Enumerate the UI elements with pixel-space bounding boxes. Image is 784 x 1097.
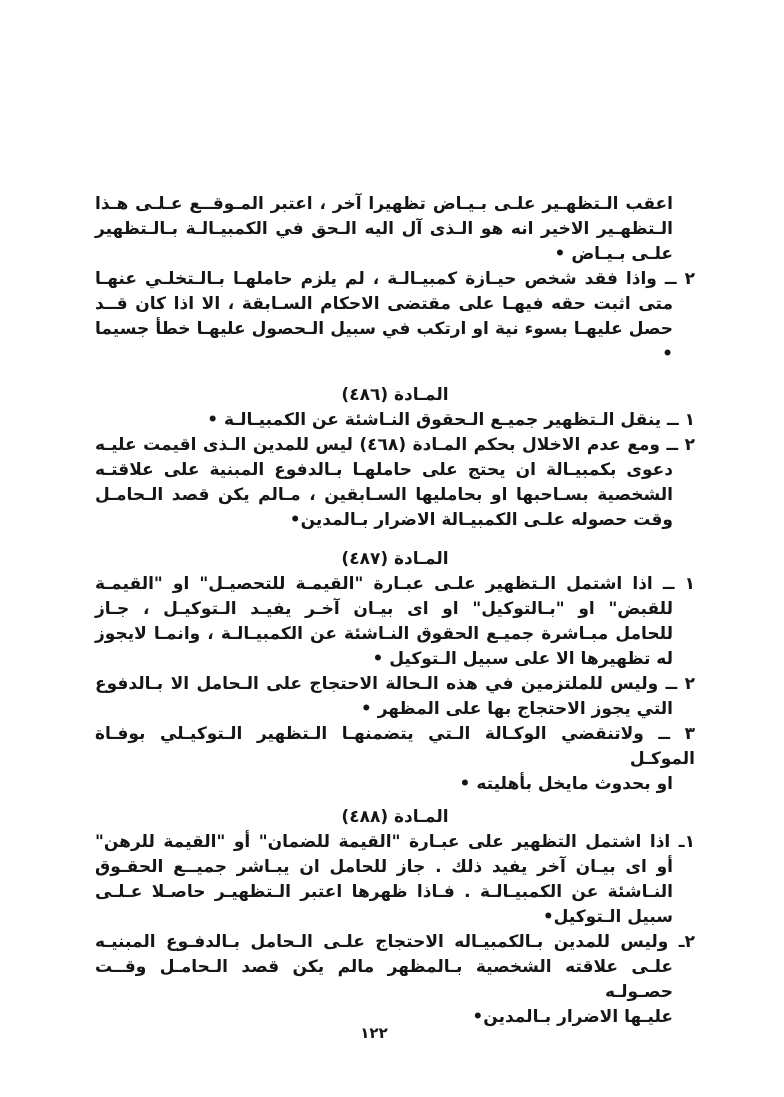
article-488-heading: المـادة (٤٨٨) — [341, 807, 449, 827]
text-line: دعوى بكمبيـالة ان يحتج على حاملهـا بـالدفوع المبنية على علاقتـه — [95, 460, 673, 480]
numbered-item-line: ٢ ــ ومع عدم الاخلال بحكم المـادة (٤٦٨) ليس للمدين الـذى اقيمت عليـه — [95, 435, 695, 455]
text-line: للقبض" او "بـالتوكيل" او اى بيـان آخـر يفيـد الـتوكيـل ، جـاز — [95, 599, 673, 619]
text-line: سبيل الـتوكيل• — [542, 907, 673, 927]
text-line: الـتظهـير الاخير انه هو الـذى آل اليه الـحق في الكمبيـالـة بـالـتظهير — [95, 219, 673, 239]
text-line: متى اثبت حقه فيهـا على مقتضى الاحكام السـابقة ، الا اذا كان قــد — [95, 294, 673, 314]
page-number: ١٢٢ — [360, 1024, 388, 1042]
numbered-item-line: ١ ــ ينقل الـتظهير جميـع الـحقوق النـاشئة عن الكمبيـالـة • — [207, 410, 695, 430]
numbered-item-line: ١ ــ اذا اشتمل الـتظهير علـى عبـارة "القيمـة للتحصيـل" او "القيمـة — [95, 574, 695, 594]
article-487 — [95, 547, 695, 797]
text-line: وقت حصوله علـى الكمبيـالة الاضرار بـالمدين• — [289, 510, 673, 530]
text-line: له تظهيرها الا على سبيل الـتوكيل • — [372, 649, 673, 669]
text-line: عليـها الاضرار بـالمدين• — [472, 1007, 673, 1027]
text-line: او بحدوث مايخل بأهليته • — [459, 774, 673, 794]
text-line: النـاشئة عن الكمبيـالـة . فـاذا ظهرها اعتبر الـتظهيـر حاصـلا عـلـى — [95, 882, 673, 902]
article-486-heading: المـادة (٤٨٦) — [341, 385, 449, 405]
numbered-item-line: ٢ ــ واذا فقد شخص حيـازة كمبيـالـة ، لم يلزم حاملهـا بـالـتخلـي عنهـا — [95, 269, 695, 289]
intro-paragraph — [95, 192, 695, 367]
numbered-item-line: ١ـ اذا اشتمل التظهير على عبـارة "القيمة للضمان" أو "القيمة للرهن" — [95, 832, 695, 852]
article-487-heading: المـادة (٤٨٧) — [341, 549, 449, 569]
numbered-item-line: ٢ ــ وليس للملتزمين في هذه الـحالة الاحتجاج على الـحامل الا بـالدفوع — [95, 674, 695, 694]
article-486 — [95, 383, 695, 533]
numbered-item-line: ٣ ــ ولاتنقضي الوكـالة الـتي يتضمنهـا الـتظهير الـتوكيـلي بوفـاة الموكـل — [95, 724, 695, 769]
text-line: حصل عليهـا بسوء نية او ارتكب في سبيل الـحصول عليهـا خطأ جسيما • — [95, 319, 673, 364]
text-line: اعقب الـتظهـير علـى بـيـاض تظهيرا آخر ، اعتبر المـوقــع عـلـى هـذا — [95, 194, 673, 214]
text-line: الشخصية بسـاحبها او بحامليها السـابقين ، مـالم يكن قصد الـحامـل — [95, 485, 673, 505]
text-line: التي يجوز الاحتجاج بها على المظهر • — [360, 699, 673, 719]
text-line: علـى بـيـاض • — [554, 244, 673, 264]
text-line: أو اى بيـان آخر يفيد ذلك . جاز للحامل ان يبـاشر جميــع الحقـوق — [95, 857, 673, 877]
article-488 — [95, 805, 695, 1030]
text-line: علـى علاقته الشخصية بـالمظهر مالم يكن قصد الـحامـل وقــت حصـولـه — [95, 957, 673, 1002]
numbered-item-line: ٢ـ وليس للمدين بـالكمبيـاله الاحتجاج علـى الـحامل بـالدفـوع المبنيـه — [95, 932, 695, 952]
text-line: للحامل مبـاشرة جميـع الحقوق النـاشئة عن الكمبيـالـة ، وانمـا لايجوز — [95, 624, 673, 644]
text-block — [95, 0, 695, 1030]
